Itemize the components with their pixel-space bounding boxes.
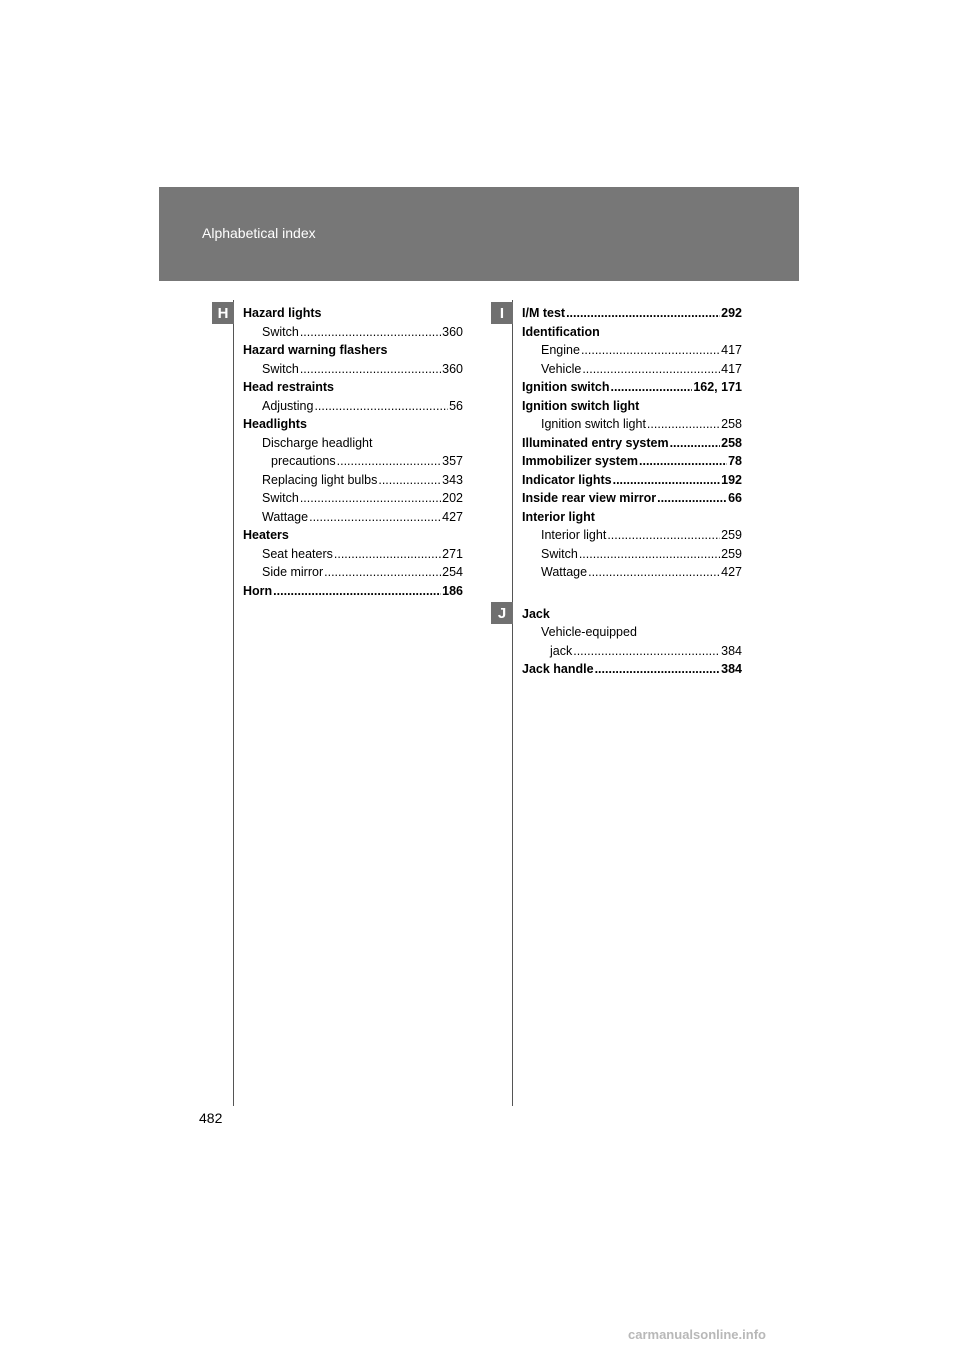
index-entry-text: Hazard warning flashers <box>243 343 388 357</box>
index-entry <box>243 304 463 323</box>
dot-leader <box>611 378 693 397</box>
index-entry-text: Ignition switch light <box>522 398 640 413</box>
index-entry <box>522 360 742 379</box>
index-entry <box>522 508 742 527</box>
index-entry <box>522 452 742 471</box>
index-column-right <box>522 304 742 679</box>
index-entry <box>243 563 463 582</box>
index-entry-page: 254 <box>442 565 463 579</box>
dot-leader <box>334 545 441 564</box>
index-column-left <box>243 304 463 600</box>
column-divider-right <box>512 300 513 1106</box>
page-header <box>159 187 799 281</box>
index-entry <box>522 378 742 397</box>
index-entry <box>522 341 742 360</box>
dot-leader <box>378 471 441 490</box>
dot-leader <box>300 489 441 508</box>
index-entry-page: 427 <box>721 565 742 579</box>
index-entry <box>243 360 463 379</box>
section-letter-j: J <box>491 602 513 624</box>
index-entry-page: 258 <box>721 417 742 431</box>
index-entry-text: Jack <box>522 606 550 621</box>
index-entry-page: 292 <box>721 306 742 320</box>
index-entry-text: Replacing light bulbs <box>262 472 378 487</box>
index-entry-text: precautions <box>271 454 336 468</box>
index-entry <box>243 434 463 453</box>
index-entry <box>522 563 742 582</box>
index-entry <box>522 434 742 453</box>
page-number: 482 <box>199 1110 223 1126</box>
index-entry-text: Heaters <box>243 528 289 542</box>
index-entry <box>522 642 742 661</box>
index-entry-text: Engine <box>541 343 580 357</box>
index-entry <box>243 471 463 490</box>
index-entry <box>522 489 742 508</box>
dot-leader <box>579 545 720 564</box>
index-entry <box>522 304 742 323</box>
index-entry <box>522 323 742 342</box>
dot-leader <box>314 397 448 416</box>
index-entry-text: Ignition switch <box>522 380 610 394</box>
index-entry-text: Seat heaters <box>262 546 333 561</box>
index-entry-page: 417 <box>721 361 742 376</box>
index-entry-page: 78 <box>728 454 742 468</box>
index-entry <box>522 660 742 679</box>
dot-leader <box>588 563 720 582</box>
index-entry-text: Vehicle <box>541 361 582 376</box>
dot-leader <box>581 341 720 360</box>
dot-leader <box>647 415 720 434</box>
index-entry-page: 258 <box>721 435 742 450</box>
index-entry-page: 343 <box>442 472 463 487</box>
index-entry-page: 259 <box>721 546 742 561</box>
index-entry-text: Side mirror <box>262 565 324 579</box>
index-entry-text: Identification <box>522 324 600 339</box>
index-entry-text: Vehicle-equipped <box>541 625 637 639</box>
index-entry-page: 384 <box>721 662 742 676</box>
index-entry-page: 162, 171 <box>693 380 742 394</box>
index-entry <box>522 545 742 564</box>
index-entry <box>243 415 463 434</box>
index-entry-text: Inside rear view mirror <box>522 491 657 505</box>
index-entry-text: Ignition switch light <box>541 417 646 431</box>
dot-leader <box>324 563 441 582</box>
index-entry-text: Indicator lights <box>522 472 612 487</box>
index-entry-page: 259 <box>721 528 742 542</box>
index-entry-page: 271 <box>442 546 463 561</box>
index-entry <box>243 378 463 397</box>
index-entry <box>243 452 463 471</box>
dot-leader <box>607 526 720 545</box>
index-entry-text: Discharge headlight <box>262 435 373 450</box>
section-letter-i: I <box>491 302 513 324</box>
dot-leader <box>309 508 441 527</box>
index-entry <box>522 471 742 490</box>
index-entry-text: Wattage <box>541 565 588 579</box>
dot-leader <box>573 642 720 661</box>
dot-leader <box>300 360 441 379</box>
dot-leader <box>613 471 721 490</box>
index-entry-text: Headlights <box>243 417 307 431</box>
dot-leader <box>670 434 721 453</box>
index-entry-text: Illuminated entry system <box>522 435 669 450</box>
index-entry-page: 357 <box>442 454 463 468</box>
index-entry-text: Interior light <box>541 528 607 542</box>
section-spacer <box>522 582 742 605</box>
index-entry-text: Switch <box>262 324 299 339</box>
index-entry-page: 66 <box>728 491 742 505</box>
index-entry <box>522 526 742 545</box>
index-entry-text: Horn <box>243 583 273 598</box>
index-entry-text: Hazard lights <box>243 306 322 320</box>
index-entry-page: 186 <box>442 583 463 598</box>
index-entry-page: 360 <box>442 361 463 376</box>
index-entry-text: Switch <box>262 491 299 505</box>
index-entry <box>243 508 463 527</box>
index-entry-text: Switch <box>262 361 299 376</box>
index-entry-text: Wattage <box>262 509 309 524</box>
index-entry-text: I/M test <box>522 306 566 320</box>
page-header-title: Alphabetical index <box>202 225 316 241</box>
index-entry-page: 56 <box>449 398 463 413</box>
index-entry-text: Jack handle <box>522 662 594 676</box>
index-entry-text: Switch <box>541 546 578 561</box>
dot-leader <box>582 360 720 379</box>
index-entry <box>243 397 463 416</box>
index-entry-text: Adjusting <box>262 398 314 413</box>
index-entry <box>522 605 742 624</box>
dot-leader <box>300 323 441 342</box>
dot-leader <box>337 452 442 471</box>
index-entry-page: 417 <box>721 343 742 357</box>
watermark-text: carmanualsonline.info <box>628 1327 766 1342</box>
dot-leader <box>639 452 727 471</box>
index-entry-page: 360 <box>442 324 463 339</box>
section-letter-h: H <box>212 302 234 324</box>
index-entry-text: jack <box>550 643 573 658</box>
index-entry-page: 192 <box>721 472 742 487</box>
index-entry-page: 384 <box>721 643 742 658</box>
index-entry <box>243 489 463 508</box>
index-entry-text: Interior light <box>522 509 595 524</box>
index-entry <box>522 415 742 434</box>
index-entry <box>243 545 463 564</box>
index-entry <box>243 526 463 545</box>
index-entry <box>243 582 463 601</box>
index-entry <box>243 323 463 342</box>
index-entry <box>522 397 742 416</box>
index-entry-page: 202 <box>442 491 463 505</box>
column-divider-left <box>233 300 234 1106</box>
dot-leader <box>566 304 720 323</box>
dot-leader <box>273 582 441 601</box>
index-entry-text: Head restraints <box>243 380 335 394</box>
index-entry-text: Immobilizer system <box>522 454 639 468</box>
dot-leader <box>657 489 727 508</box>
index-entry <box>243 341 463 360</box>
dot-leader <box>595 660 721 679</box>
index-entry <box>522 623 742 642</box>
index-entry-page: 427 <box>442 509 463 524</box>
